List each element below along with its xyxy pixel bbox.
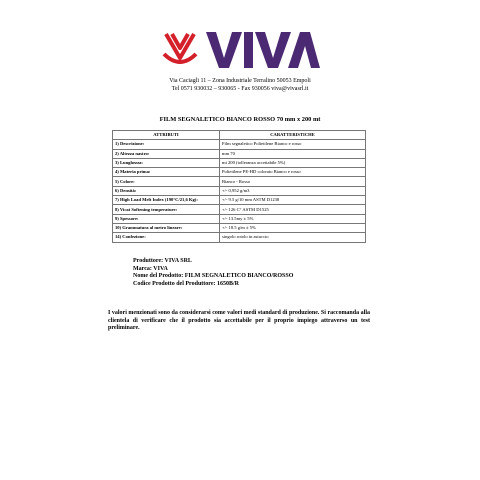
producer-block: [133, 258, 293, 288]
company-logo: [160, 24, 320, 74]
attribute-cell: 1) Descrizione:: [113, 140, 220, 149]
value-cell: +/- 18.5 g/m ± 5%: [220, 223, 366, 232]
value-cell: mm 70: [220, 149, 366, 158]
viva-logo-graphic: [160, 24, 320, 74]
logo-sub-text: S.R.L.: [310, 61, 319, 65]
value-cell: +/- 9.5 g/10 mm ASTM D1238: [220, 196, 366, 205]
table-row: [113, 149, 366, 158]
attribute-cell: 5) Colore:: [113, 177, 220, 186]
producer-name: Produttore: VIVA SRL: [133, 258, 192, 264]
product-name: Nome del Prodotto: FILM SEGNALETICO BIANCO/ROSSO: [133, 273, 294, 280]
table-row: [113, 186, 366, 195]
red-emblem-icon: [164, 34, 196, 62]
attribute-cell: 10) Grammatura al metro lineare:: [113, 223, 220, 232]
table-row: [113, 168, 366, 177]
brand-name: Marca: VIVA: [133, 265, 168, 272]
product-code: Codice Prodotto del Produttore: 1650B/R: [133, 280, 239, 287]
value-cell: Bianco - Rosso: [220, 177, 366, 186]
value-cell: +/- 0,952 g/m3: [220, 186, 366, 195]
table-row: [113, 214, 366, 223]
value-cell: Polietilene PE-HD colorato Bianco e rosso: [220, 168, 366, 177]
table-row: [113, 205, 366, 214]
table-row: [113, 196, 366, 205]
attribute-cell: 6) Densità:: [113, 186, 220, 195]
table-header-row: [113, 131, 366, 140]
attribute-cell: 3) Lunghezza:: [113, 158, 220, 167]
attribute-cell: 4) Materia prima:: [113, 168, 220, 177]
disclaimer-note: I valori menzionati sono da considerarsi come valori medi standard di produzione. Si raccomanda alla clientela di verificare che il prodotto sia accettabile per il proprio impiego attraverso un test preliminare.: [108, 310, 370, 332]
header-attributi: ATTRIBUTI: [113, 131, 220, 140]
value-cell: singolo rotolo in astuccio: [220, 233, 366, 242]
attribute-cell: 14) Confezione:: [113, 233, 220, 242]
value-cell: mt 200 (tolleranza accettabile 5%): [220, 158, 366, 167]
spec-table: [112, 130, 366, 243]
header-caratteristiche: CARATTERISTICHE: [220, 131, 366, 140]
table-row: [113, 140, 366, 149]
attribute-cell: 7) High Load Melt Index (190°C/21,6 Kg):: [113, 196, 220, 205]
address-line-2: Tel 0571 930032 – 930065 - Fax 930056 viva@vivasrl.it: [171, 86, 309, 92]
table-row: [113, 177, 366, 186]
table-row: [113, 158, 366, 167]
attribute-cell: 8) Vicat Softening temperature:: [113, 205, 220, 214]
address-line-1: Via Caciagli 11 – Zona Industriale Terralino 50053 Empoli: [169, 78, 311, 84]
attribute-cell: 9) Spessore:: [113, 214, 220, 223]
value-cell: Film segnaletico Polietilene Bianco e rosso: [220, 140, 366, 149]
document-title: FILM SEGNALETICO BIANCO ROSSO 70 mm x 200 mt: [159, 116, 321, 123]
value-cell: +/- 13.5my ± 5%: [220, 214, 366, 223]
table-row: [113, 223, 366, 232]
attribute-cell: 2) Altezza nastro:: [113, 149, 220, 158]
table-row: [113, 233, 366, 242]
value-cell: +/- 126 C° ASTM D1525: [220, 205, 366, 214]
viva-lettering: [206, 32, 320, 68]
